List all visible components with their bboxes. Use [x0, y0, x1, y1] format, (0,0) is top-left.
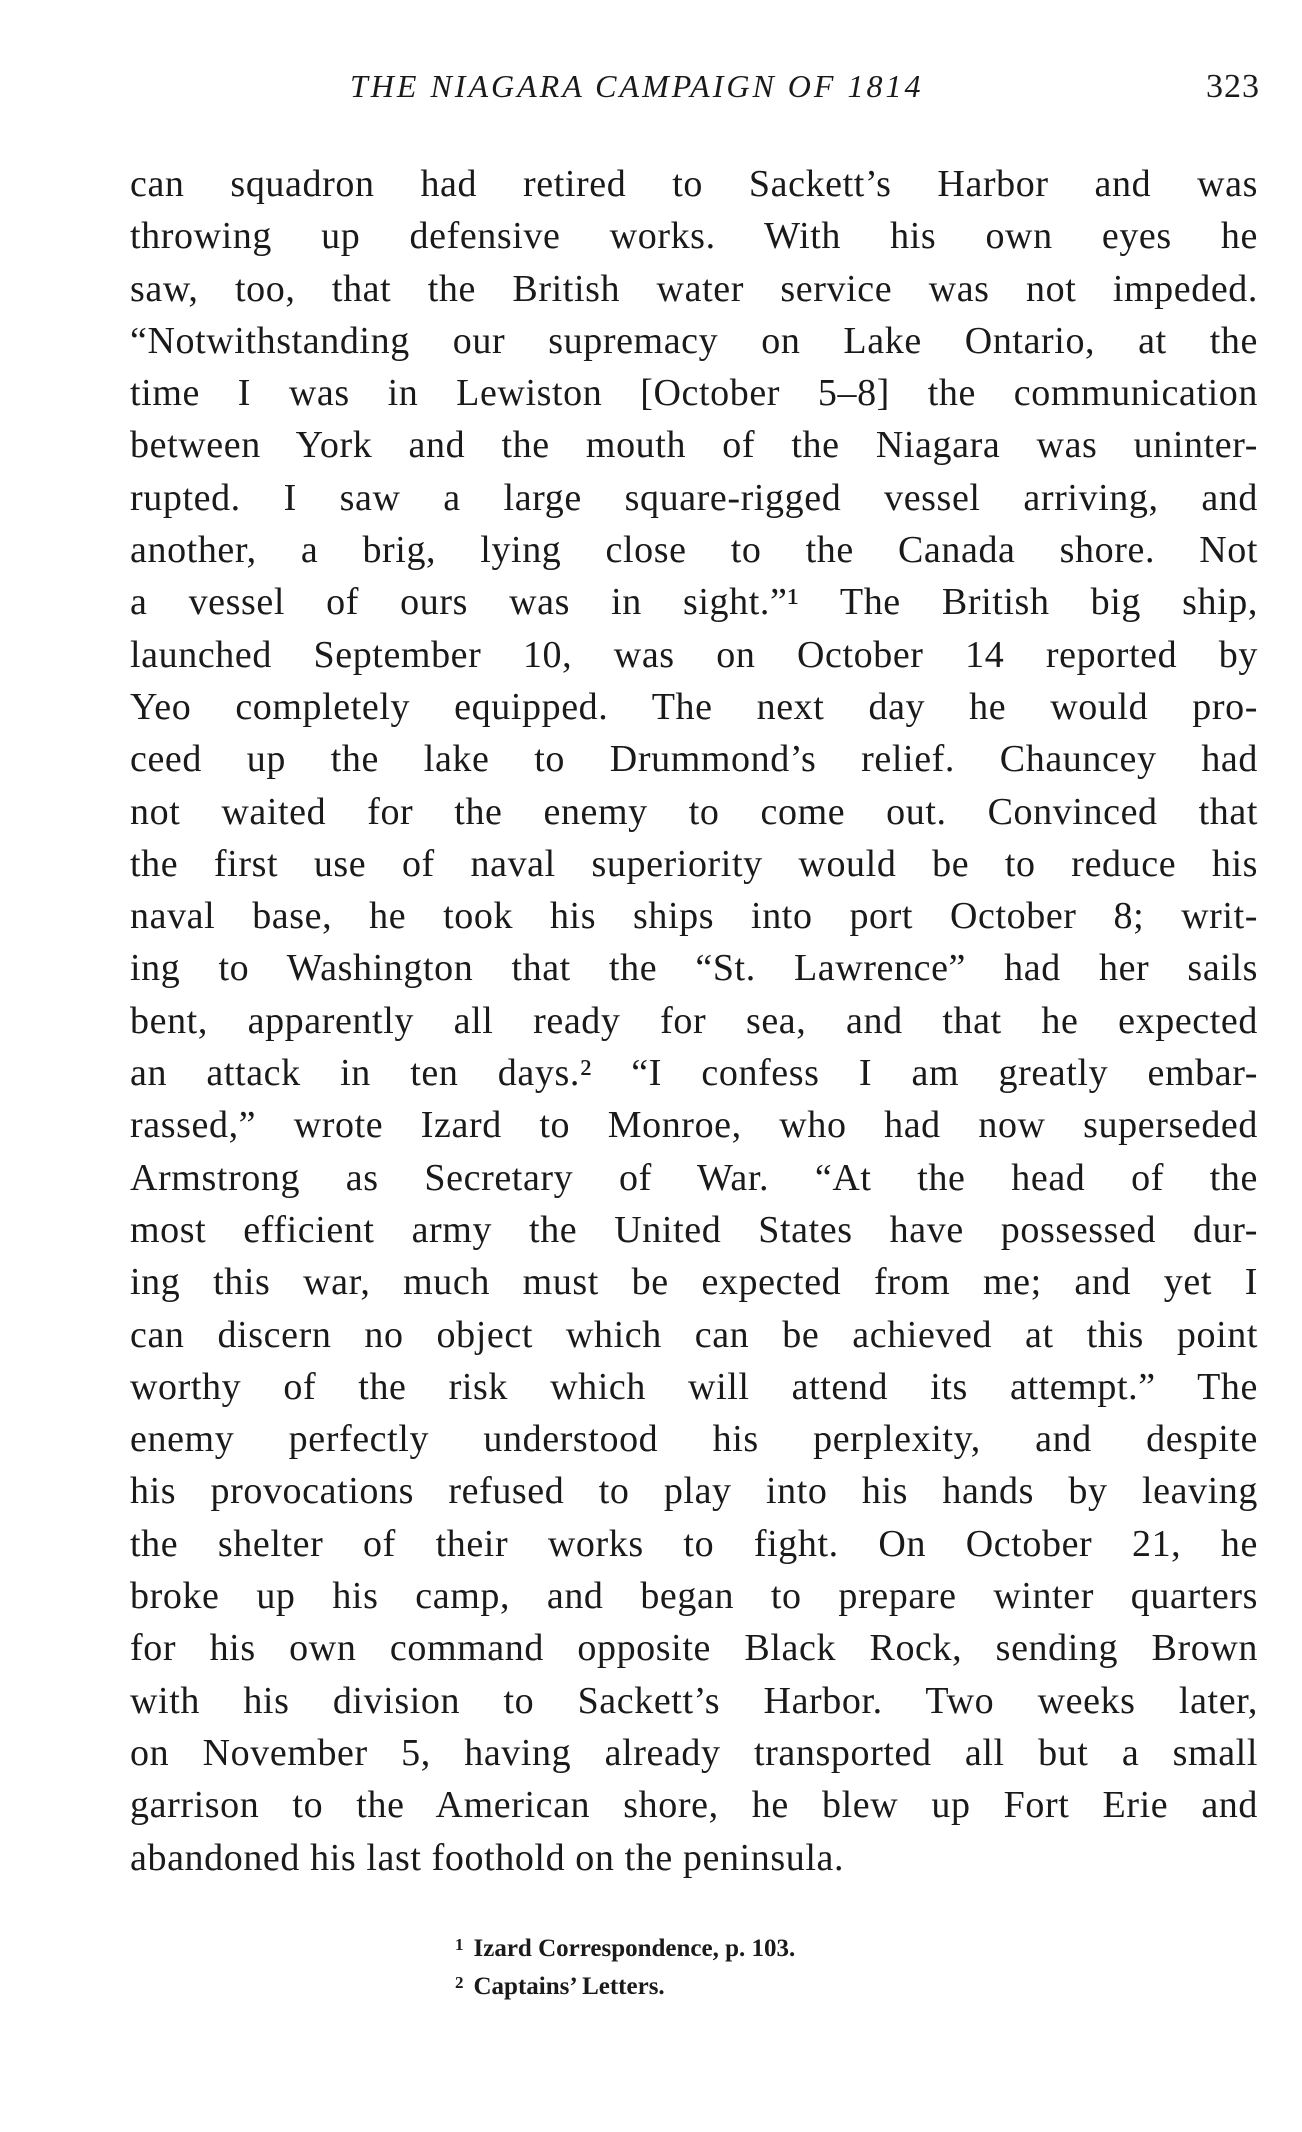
body-text: [130, 158, 1258, 1884]
text-line: rassed,” wrote Izard to Monroe, who had now superseded: [130, 1104, 1258, 1147]
text-line: time I was in Lewiston [October 5–8] the communication: [130, 372, 1258, 415]
running-title: THE NIAGARA CAMPAIGN OF 1814: [350, 68, 924, 104]
text-line: bent, apparently all ready for sea, and that he expected: [130, 999, 1258, 1042]
footnote-text: Izard Correspondence, p. 103.: [473, 1935, 796, 1962]
text-line: garrison to the American shore, he blew up Fort Erie and: [130, 1784, 1258, 1827]
text-line: rupted. I saw a large square-rigged vessel arriving, and: [130, 476, 1258, 519]
text-line: ceed up the lake to Drummond’s relief. Chauncey had: [130, 738, 1258, 781]
footnote-2: [455, 1966, 1155, 2004]
text-line: ing to Washington that the “St. Lawrence” had her sails: [130, 947, 1258, 990]
page-number: 323: [1206, 68, 1260, 105]
footnote-1: [455, 1928, 1155, 1966]
text-line-last: abandoned his last foothold on the peninsula.: [130, 1836, 845, 1879]
text-line: with his division to Sackett’s Harbor. Two weeks later,: [130, 1679, 1258, 1722]
text-line: ing this war, much must be expected from me; and yet I: [130, 1261, 1258, 1304]
text-line: his provocations refused to play into his hands by leaving: [130, 1470, 1258, 1513]
text-line: the first use of naval superiority would be to reduce his: [130, 842, 1258, 885]
text-line: an attack in ten days.² “I confess I am greatly embar-: [130, 1052, 1258, 1095]
running-head: [130, 68, 1260, 118]
text-line: the shelter of their works to fight. On October 21, he: [130, 1522, 1258, 1565]
text-line: can squadron had retired to Sackett’s Harbor and was: [130, 163, 1258, 205]
text-line: broke up his camp, and began to prepare winter quarters: [130, 1575, 1258, 1618]
text-line: for his own command opposite Black Rock, sending Brown: [130, 1627, 1258, 1670]
text-line: most efficient army the United States have possessed dur-: [130, 1208, 1258, 1251]
text-line: not waited for the enemy to come out. Convinced that: [130, 790, 1258, 833]
footnote-text: Captains’ Letters.: [473, 1973, 665, 2000]
footnote-marker: 2: [455, 1973, 464, 1992]
text-line: another, a brig, lying close to the Canada shore. Not: [130, 529, 1258, 572]
text-line: a vessel of ours was in sight.”¹ The British big ship,: [130, 581, 1258, 624]
text-line: worthy of the risk which will attend its attempt.” The: [130, 1365, 1258, 1408]
text-line: naval base, he took his ships into port October 8; writ-: [130, 895, 1258, 938]
text-line: saw, too, that the British water service was not impeded.: [130, 267, 1258, 310]
text-line: throwing up defensive works. With his own eyes he: [130, 215, 1258, 258]
text-line: enemy perfectly understood his perplexity, and despite: [130, 1418, 1258, 1461]
text-line: Yeo completely equipped. The next day he would pro-: [130, 685, 1258, 728]
text-line: on November 5, having already transported all but a small: [130, 1731, 1258, 1774]
text-line: Armstrong as Secretary of War. “At the head of the: [130, 1156, 1258, 1199]
footnote-marker: 1: [455, 1935, 464, 1954]
text-line: launched September 10, was on October 14 reported by: [130, 633, 1258, 676]
footnotes: [455, 1928, 1155, 2004]
text-line: “Notwithstanding our supremacy on Lake Ontario, at the: [130, 319, 1258, 362]
text-line: can discern no object which can be achieved at this point: [130, 1313, 1258, 1356]
text-line: between York and the mouth of the Niagara was uninter-: [130, 424, 1258, 467]
